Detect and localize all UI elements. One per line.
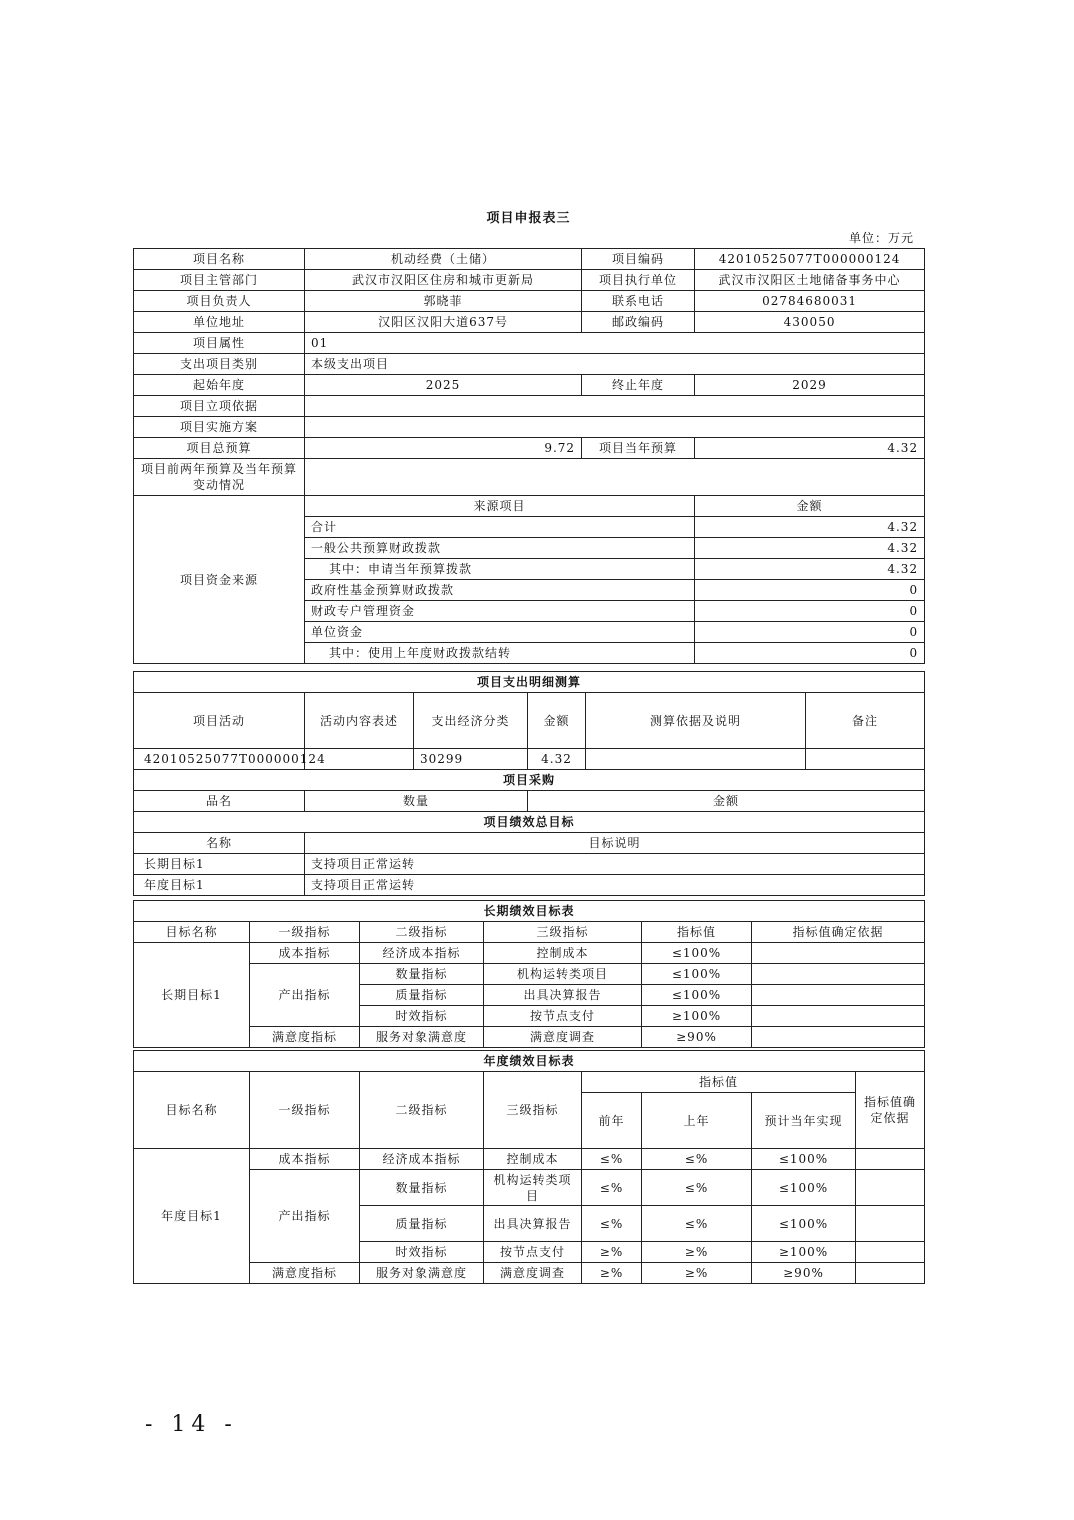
longterm-basis bbox=[752, 1027, 925, 1048]
label-start-year: 起始年度 bbox=[134, 375, 305, 396]
label-phone: 联系电话 bbox=[582, 291, 695, 312]
annual-l2: 数量指标 bbox=[360, 1170, 484, 1206]
purchase-header: 金额 bbox=[528, 791, 925, 812]
funding-row-name: 合计 bbox=[305, 517, 695, 538]
annual-prev2: ≤% bbox=[582, 1206, 642, 1242]
value-project-code: 42010525077T000000124 bbox=[695, 249, 925, 270]
annual-prev2: ≤% bbox=[582, 1170, 642, 1206]
annual-l3: 按节点支付 bbox=[484, 1242, 582, 1263]
longterm-l2: 服务对象满意度 bbox=[360, 1027, 484, 1048]
funding-row-amount: 4.32 bbox=[695, 538, 925, 559]
annual-l3: 控制成本 bbox=[484, 1149, 582, 1170]
label-attr: 项目属性 bbox=[134, 333, 305, 354]
longterm-val: ≤100% bbox=[642, 943, 752, 964]
label-leader: 项目负责人 bbox=[134, 291, 305, 312]
detail-header: 测算依据及说明 bbox=[586, 693, 806, 749]
longterm-l1: 满意度指标 bbox=[250, 1027, 360, 1048]
goal-desc: 支持项目正常运转 bbox=[305, 854, 925, 875]
detail-header: 备注 bbox=[806, 693, 925, 749]
funding-row-amount: 4.32 bbox=[695, 559, 925, 580]
annual-subheader: 上年 bbox=[642, 1093, 752, 1149]
longterm-header: 三级指标 bbox=[484, 922, 642, 943]
annual-l2: 服务对象满意度 bbox=[360, 1263, 484, 1284]
detail-cell: 30299 bbox=[414, 749, 528, 770]
annual-header: 指标值确定依据 bbox=[856, 1072, 925, 1149]
annual-l3: 出具决算报告 bbox=[484, 1206, 582, 1242]
label-dept: 项目主管部门 bbox=[134, 270, 305, 291]
longterm-l2: 时效指标 bbox=[360, 1006, 484, 1027]
longterm-val: ≤100% bbox=[642, 985, 752, 1006]
form-title: 项目申报表三 bbox=[486, 211, 571, 226]
label-project-code: 项目编码 bbox=[582, 249, 695, 270]
longterm-basis bbox=[752, 964, 925, 985]
longterm-l2: 经济成本指标 bbox=[360, 943, 484, 964]
annual-goal-table bbox=[133, 1050, 925, 1284]
annual-prev2: ≥% bbox=[582, 1263, 642, 1284]
value-dept: 武汉市汉阳区住房和城市更新局 bbox=[305, 270, 582, 291]
longterm-header: 二级指标 bbox=[360, 922, 484, 943]
longterm-goal-name: 长期目标1 bbox=[134, 943, 250, 1048]
longterm-header: 指标值 bbox=[642, 922, 752, 943]
unit-label: 单位：万元 bbox=[848, 231, 914, 245]
annual-header: 目标名称 bbox=[134, 1072, 250, 1149]
value-basis bbox=[305, 396, 925, 417]
longterm-l1: 产出指标 bbox=[250, 964, 360, 1027]
funding-row-name: 其中：使用上年度财政拨款结转 bbox=[305, 643, 695, 664]
annual-header: 三级指标 bbox=[484, 1072, 582, 1149]
goal-name: 长期目标1 bbox=[134, 854, 305, 875]
funding-row-name: 一般公共预算财政拨款 bbox=[305, 538, 695, 559]
annual-prev1: ≤% bbox=[642, 1206, 752, 1242]
goal-desc: 支持项目正常运转 bbox=[305, 875, 925, 896]
goals-header: 名称 bbox=[134, 833, 305, 854]
value-zip: 430050 bbox=[695, 312, 925, 333]
annual-subheader: 预计当年实现 bbox=[752, 1093, 856, 1149]
annual-l2: 质量指标 bbox=[360, 1206, 484, 1242]
annual-subheader: 前年 bbox=[582, 1093, 642, 1149]
annual-l2: 经济成本指标 bbox=[360, 1149, 484, 1170]
longterm-basis bbox=[752, 943, 925, 964]
purchase-section-title: 项目采购 bbox=[134, 770, 925, 791]
detail-header: 金额 bbox=[528, 693, 586, 749]
longterm-l3: 控制成本 bbox=[484, 943, 642, 964]
label-budget-change: 项目前两年预算及当年预算变动情况 bbox=[134, 459, 305, 496]
funding-row-amount: 4.32 bbox=[695, 517, 925, 538]
annual-header: 指标值 bbox=[582, 1072, 856, 1093]
longterm-l3: 出具决算报告 bbox=[484, 985, 642, 1006]
annual-prev2: ≥% bbox=[582, 1242, 642, 1263]
label-end-year: 终止年度 bbox=[582, 375, 695, 396]
label-exec-unit: 项目执行单位 bbox=[582, 270, 695, 291]
detail-cell bbox=[806, 749, 925, 770]
value-start-year: 2025 bbox=[305, 375, 582, 396]
goal-name: 年度目标1 bbox=[134, 875, 305, 896]
purchase-header: 数量 bbox=[305, 791, 528, 812]
value-attr: 01 bbox=[305, 333, 925, 354]
annual-basis bbox=[856, 1149, 925, 1170]
value-leader: 郭晓菲 bbox=[305, 291, 582, 312]
label-basis: 项目立项依据 bbox=[134, 396, 305, 417]
longterm-val: ≥100% bbox=[642, 1006, 752, 1027]
longterm-basis bbox=[752, 985, 925, 1006]
project-info-table bbox=[133, 248, 925, 664]
detail-header: 支出经济分类 bbox=[414, 693, 528, 749]
annual-cur: ≤100% bbox=[752, 1149, 856, 1170]
funding-row-name: 财政专户管理资金 bbox=[305, 601, 695, 622]
longterm-l1: 成本指标 bbox=[250, 943, 360, 964]
project-detail-table bbox=[133, 671, 925, 896]
annual-l1: 成本指标 bbox=[250, 1149, 360, 1170]
annual-section-title: 年度绩效目标表 bbox=[134, 1051, 925, 1072]
annual-prev1: ≥% bbox=[642, 1263, 752, 1284]
detail-section-title: 项目支出明细测算 bbox=[134, 672, 925, 693]
value-exec-unit: 武汉市汉阳区土地储备事务中心 bbox=[695, 270, 925, 291]
annual-l2: 时效指标 bbox=[360, 1242, 484, 1263]
longterm-val: ≥90% bbox=[642, 1027, 752, 1048]
label-zip: 邮政编码 bbox=[582, 312, 695, 333]
label-total-budget: 项目总预算 bbox=[134, 438, 305, 459]
longterm-goal-table bbox=[133, 900, 925, 1048]
annual-prev2: ≤% bbox=[582, 1149, 642, 1170]
annual-l3: 满意度调查 bbox=[484, 1263, 582, 1284]
longterm-header: 目标名称 bbox=[134, 922, 250, 943]
value-address: 汉阳区汉阳大道637号 bbox=[305, 312, 582, 333]
annual-basis bbox=[856, 1242, 925, 1263]
annual-prev1: ≤% bbox=[642, 1149, 752, 1170]
annual-cur: ≥90% bbox=[752, 1263, 856, 1284]
annual-l1: 满意度指标 bbox=[250, 1263, 360, 1284]
funding-header-source: 来源项目 bbox=[305, 496, 695, 517]
longterm-l2: 数量指标 bbox=[360, 964, 484, 985]
detail-cell: 4.32 bbox=[528, 749, 586, 770]
longterm-val: ≤100% bbox=[642, 964, 752, 985]
value-type: 本级支出项目 bbox=[305, 354, 925, 375]
annual-basis bbox=[856, 1263, 925, 1284]
funding-row-name: 单位资金 bbox=[305, 622, 695, 643]
longterm-l3: 满意度调查 bbox=[484, 1027, 642, 1048]
annual-l1: 产出指标 bbox=[250, 1170, 360, 1263]
funding-row-amount: 0 bbox=[695, 580, 925, 601]
funding-row-name: 其中：申请当年预算拨款 bbox=[305, 559, 695, 580]
longterm-l3: 按节点支付 bbox=[484, 1006, 642, 1027]
longterm-header: 一级指标 bbox=[250, 922, 360, 943]
value-year-budget: 4.32 bbox=[695, 438, 925, 459]
purchase-header: 品名 bbox=[134, 791, 305, 812]
annual-basis bbox=[856, 1170, 925, 1206]
label-year-budget: 项目当年预算 bbox=[582, 438, 695, 459]
annual-cur: ≤100% bbox=[752, 1206, 856, 1242]
value-total-budget: 9.72 bbox=[305, 438, 582, 459]
detail-header: 项目活动 bbox=[134, 693, 305, 749]
value-end-year: 2029 bbox=[695, 375, 925, 396]
annual-goal-name: 年度目标1 bbox=[134, 1149, 250, 1284]
detail-header: 活动内容表述 bbox=[305, 693, 414, 749]
annual-l3: 机构运转类项目 bbox=[484, 1170, 582, 1206]
label-type: 支出项目类别 bbox=[134, 354, 305, 375]
longterm-l3: 机构运转类项目 bbox=[484, 964, 642, 985]
longterm-l2: 质量指标 bbox=[360, 985, 484, 1006]
detail-cell bbox=[586, 749, 806, 770]
funding-row-amount: 0 bbox=[695, 601, 925, 622]
goals-header: 目标说明 bbox=[305, 833, 925, 854]
funding-header-amount: 金额 bbox=[695, 496, 925, 517]
longterm-header: 指标值确定依据 bbox=[752, 922, 925, 943]
detail-cell: 42010525077T000000124 bbox=[134, 749, 305, 770]
annual-header: 二级指标 bbox=[360, 1072, 484, 1149]
annual-prev1: ≤% bbox=[642, 1170, 752, 1206]
label-plan: 项目实施方案 bbox=[134, 417, 305, 438]
page-number: - 14 - bbox=[145, 1412, 238, 1437]
label-address: 单位地址 bbox=[134, 312, 305, 333]
value-project-name: 机动经费（土储） bbox=[305, 249, 582, 270]
label-funding-source: 项目资金来源 bbox=[134, 496, 305, 664]
annual-prev1: ≥% bbox=[642, 1242, 752, 1263]
annual-basis bbox=[856, 1206, 925, 1242]
annual-cur: ≥100% bbox=[752, 1242, 856, 1263]
funding-row-amount: 0 bbox=[695, 643, 925, 664]
funding-row-name: 政府性基金预算财政拨款 bbox=[305, 580, 695, 601]
value-phone: 02784680031 bbox=[695, 291, 925, 312]
longterm-basis bbox=[752, 1006, 925, 1027]
longterm-section-title: 长期绩效目标表 bbox=[134, 901, 925, 922]
annual-cur: ≤100% bbox=[752, 1170, 856, 1206]
value-plan bbox=[305, 417, 925, 438]
value-budget-change bbox=[305, 459, 925, 496]
annual-header: 一级指标 bbox=[250, 1072, 360, 1149]
funding-row-amount: 0 bbox=[695, 622, 925, 643]
label-project-name: 项目名称 bbox=[134, 249, 305, 270]
goals-section-title: 项目绩效总目标 bbox=[134, 812, 925, 833]
